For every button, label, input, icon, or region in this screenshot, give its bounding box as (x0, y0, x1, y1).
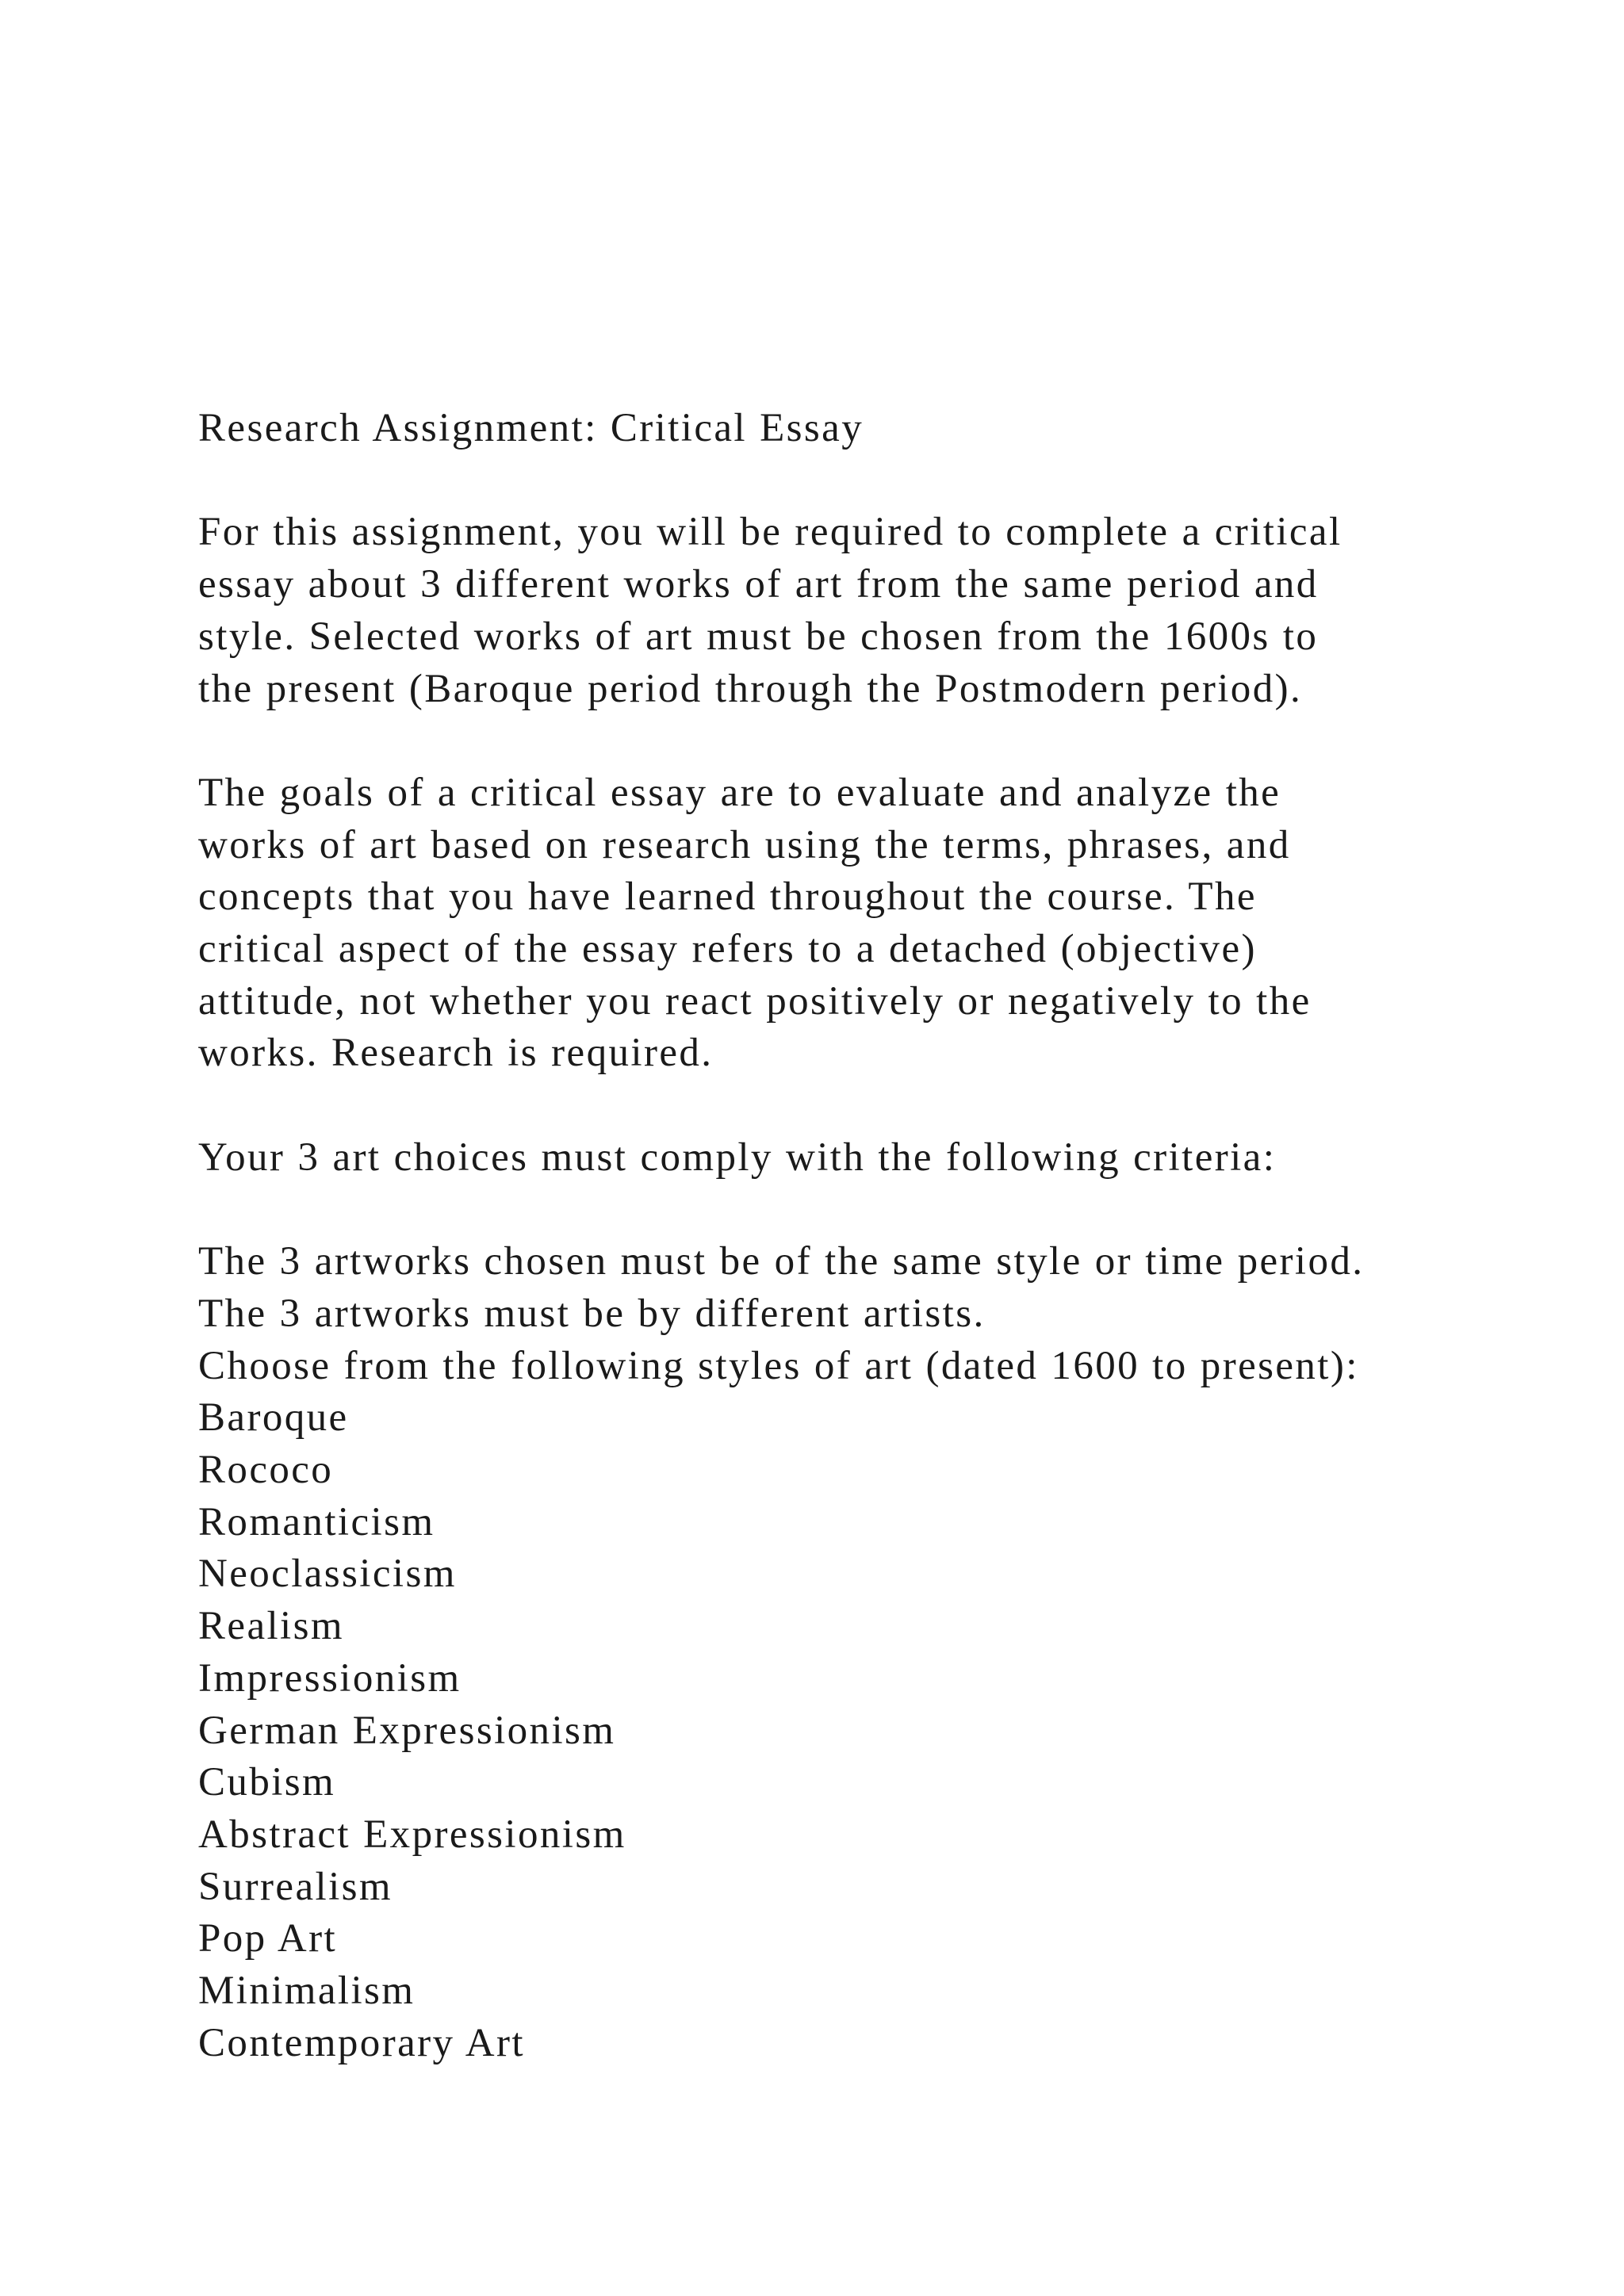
goals-line: works. Research is required. (198, 1031, 714, 1076)
spacer (198, 715, 1507, 767)
art-styles-list (198, 1392, 1507, 2069)
art-style-item: Rococo (198, 1448, 334, 1492)
art-style-item: Cubism (198, 1760, 336, 1805)
criteria-intro: Your 3 art choices must comply with the following criteria: (198, 1135, 1277, 1180)
document-title: Research Assignment: Critical Essay (198, 406, 864, 450)
art-style-item: Pop Art (198, 1916, 338, 1961)
spacer (198, 1184, 1507, 1237)
goals-line: The goals of a critical essay are to evaluate and analyze the (198, 770, 1281, 815)
spacer (198, 455, 1507, 507)
criteria-item: The 3 artworks chosen must be of the same style or time period. (198, 1239, 1365, 1284)
art-style-item: Minimalism (198, 1969, 416, 2014)
goals-paragraph (198, 767, 1507, 1080)
art-style-item: Neoclassicism (198, 1552, 457, 1597)
goals-line: critical aspect of the essay refers to a detached (objective) (198, 927, 1257, 971)
intro-paragraph (198, 507, 1507, 715)
art-style-item: Impressionism (198, 1655, 462, 1701)
art-style-item: Surrealism (198, 1864, 393, 1909)
goals-line: works of art based on research using the terms, phrases, and (198, 822, 1291, 867)
goals-line: attitude, not whether you react positively or negatively to the (198, 978, 1312, 1024)
intro-line: style. Selected works of art must be chosen from the 1600s to (198, 614, 1319, 659)
intro-line: essay about 3 different works of art from the same period and (198, 562, 1319, 607)
criteria-item: Choose from the following styles of art (dated 1600 to present): (198, 1343, 1359, 1388)
document-page (198, 403, 1507, 2069)
art-style-item: Realism (198, 1604, 344, 1649)
spacer (198, 1080, 1507, 1132)
criteria-item: The 3 artworks must be by different artists. (198, 1291, 986, 1336)
art-style-item: Baroque (198, 1395, 349, 1441)
intro-line: the present (Baroque period through the Postmodern period). (198, 666, 1303, 711)
intro-line: For this assignment, you will be required to complete a critical (198, 510, 1342, 555)
criteria-list (198, 1236, 1507, 1392)
art-style-item: Abstract Expressionism (198, 1812, 626, 1857)
goals-line: concepts that you have learned throughout the course. The (198, 874, 1257, 920)
art-style-item: German Expressionism (198, 1708, 616, 1753)
art-style-item: Contemporary Art (198, 2020, 525, 2065)
art-style-item: Romanticism (198, 1499, 435, 1544)
